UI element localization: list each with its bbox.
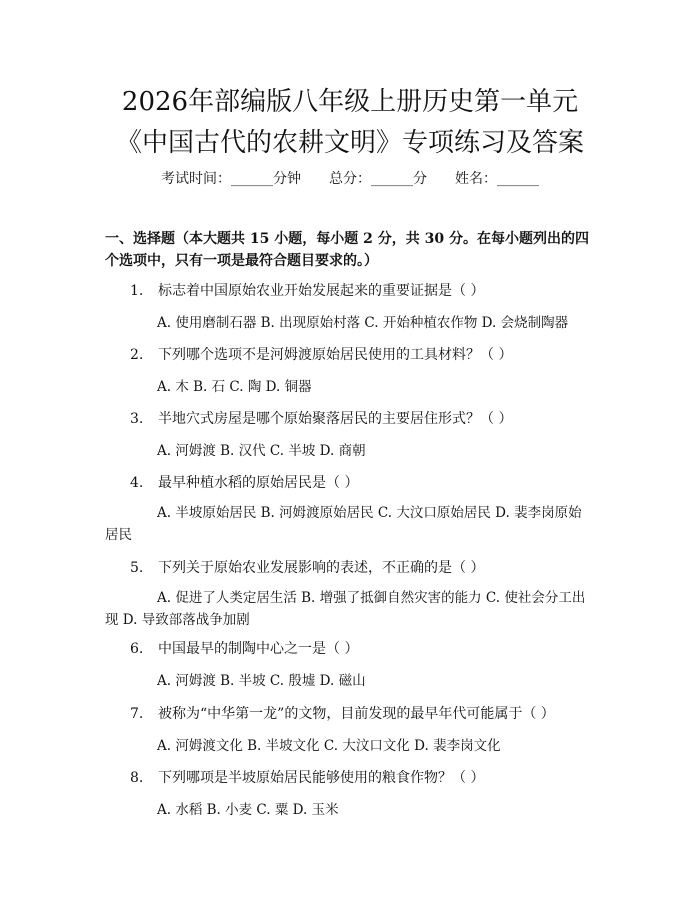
question-1 xyxy=(130,282,610,300)
question-2-options: A. 木 B. 石 C. 陶 D. 铜器 xyxy=(157,379,312,395)
question-stem: 最早种植水稻的原始居民是（ ） xyxy=(158,475,359,491)
question-5 xyxy=(130,559,610,577)
question-stem: 下列哪个选项不是河姆渡原始居民使用的工具材料？（ ） xyxy=(158,347,513,363)
question-stem: 半地穴式房屋是哪个原始聚落居民的主要居住形式？（ ） xyxy=(158,411,513,427)
question-4 xyxy=(130,474,610,492)
question-6 xyxy=(130,640,610,658)
question-stem: 下列关于原始农业发展影响的表述，不正确的是（ ） xyxy=(158,560,485,576)
section-heading: 一、选择题（本大题共 15 小题，每小题 2 分，共 30 分。在每小题列出的四个选项中，只有一项是最符合题目要求的。） xyxy=(105,231,589,269)
question-2 xyxy=(130,346,610,364)
question-6-options: A. 河姆渡 B. 半坡 C. 殷墟 D. 磁山 xyxy=(157,673,366,689)
question-number: 1. xyxy=(130,283,144,299)
question-number: 3. xyxy=(130,411,144,427)
question-stem: 中国最早的制陶中心之一是（ ） xyxy=(158,641,359,657)
question-number: 2. xyxy=(130,347,144,363)
question-4-options: A. 半坡原始居民 B. 河姆渡原始居民 C. 大汶口原始居民 D. 裴李岗原始居民 xyxy=(105,505,582,543)
question-stem: 被称为“中华第一龙”的文物，目前发现的最早年代可能属于（ ） xyxy=(158,706,555,722)
question-number: 8. xyxy=(130,770,144,786)
question-number: 7. xyxy=(130,706,144,722)
question-7 xyxy=(130,705,610,723)
question-number: 4. xyxy=(130,475,144,491)
question-8 xyxy=(130,769,610,787)
question-8-options: A. 水稻 B. 小麦 C. 粟 D. 玉米 xyxy=(157,802,339,818)
exam-info-line: 考试时间：______分钟 总分：______分 姓名：______ xyxy=(161,171,539,187)
question-number: 5. xyxy=(130,560,144,576)
question-3 xyxy=(130,410,610,428)
question-stem: 标志着中国原始农业开始发展起来的重要证据是（ ） xyxy=(158,283,485,299)
question-7-options: A. 河姆渡文化 B. 半坡文化 C. 大汶口文化 D. 裴李岗文化 xyxy=(157,738,501,754)
question-1-options: A. 使用磨制石器 B. 出现原始村落 C. 开始种植农作物 D. 会烧制陶器 xyxy=(157,315,569,331)
page-title: 2026年部编版八年级上册历史第一单元《中国古代的农耕文明》专项练习及答案 xyxy=(115,87,584,158)
question-number: 6. xyxy=(130,641,144,657)
question-stem: 下列哪项是半坡原始居民能够使用的粮食作物？（ ） xyxy=(158,770,485,786)
question-3-options: A. 河姆渡 B. 汉代 C. 半坡 D. 商朝 xyxy=(157,443,366,459)
question-5-options: A. 促进了人类定居生活 B. 增强了抵御自然灾害的能力 C. 使社会分工出现 D. 导致部落战争加剧 xyxy=(105,590,586,628)
